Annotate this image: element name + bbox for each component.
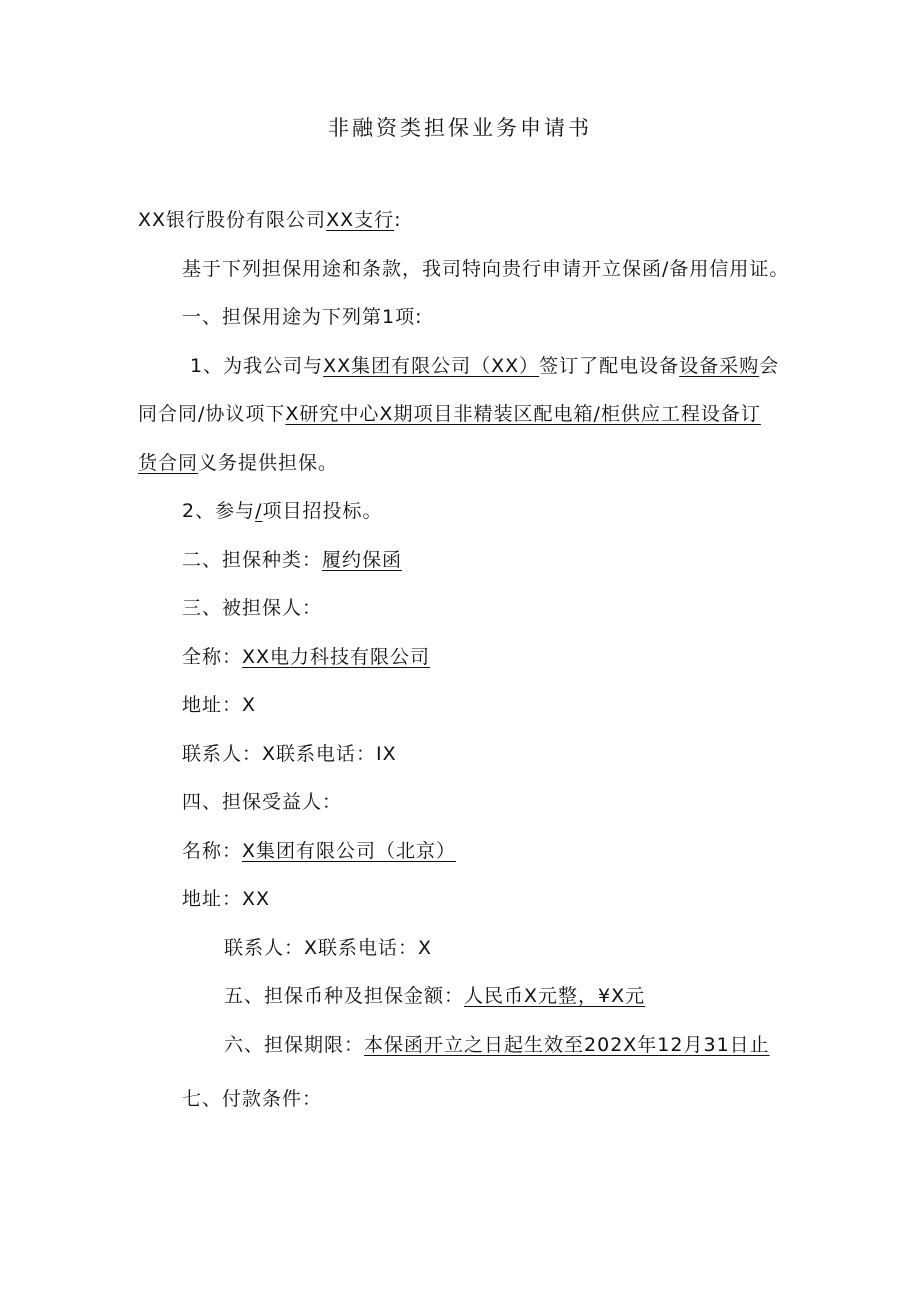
section-4-heading: 四、担保受益人： xyxy=(182,791,343,813)
guaranteed-name xyxy=(182,643,430,671)
guaranteed-address xyxy=(182,691,256,719)
item-1-project: X研究中心X期项目非精装区配电箱/柜供应工程设备订 xyxy=(285,403,761,425)
section-5-label: 五、担保币种及担保金额： xyxy=(224,985,465,1007)
section-2-value: 履约保函 xyxy=(322,549,403,571)
section-6-value: 本保函开立之日起生效至202X年12月31日止 xyxy=(364,1034,770,1056)
section-1-text-b: 项: xyxy=(395,306,423,328)
intro-paragraph: 基于下列担保用途和条款，我司特向贵行申请开立保函/备用信用证。 xyxy=(182,258,790,280)
beneficiary-address xyxy=(182,885,270,913)
item-1-line-1 xyxy=(190,352,779,380)
section-1-text-a: 一、担保用途为下列第 xyxy=(182,306,383,328)
beneficiary-contact: 联系人：X联系电话：X xyxy=(224,937,433,959)
item-2 xyxy=(182,497,383,525)
guaranteed-address-label: 地址： xyxy=(182,694,243,716)
section-5-value: 人民币X元整，¥X元 xyxy=(464,985,646,1007)
beneficiary-name-label: 名称： xyxy=(182,840,243,862)
item-1-a: 1、为我公司与 xyxy=(190,355,324,377)
section-6-label: 六、担保期限： xyxy=(224,1034,365,1056)
section-1-heading xyxy=(182,303,423,331)
salutation-bank: 银行股份有限公司 xyxy=(166,209,327,231)
beneficiary-name xyxy=(182,837,456,865)
salutation-colon: : xyxy=(394,209,402,231)
item-1-party: XX集团有限公司（XX） xyxy=(323,355,540,377)
guaranteed-contact: 联系人：X联系电话：IX xyxy=(182,743,397,765)
item-2-c: 项目招投标。 xyxy=(262,500,383,522)
beneficiary-name-value: X集团有限公司（北京） xyxy=(242,840,457,862)
item-2-b: / xyxy=(255,500,263,522)
guaranteed-name-value: XX电力科技有限公司 xyxy=(242,646,431,668)
section-2 xyxy=(182,546,402,574)
salutation-branch: XX支行 xyxy=(326,209,395,231)
section-6 xyxy=(224,1031,770,1059)
item-1-h: 货合同 xyxy=(138,452,199,474)
item-1-c: 签订了配电设备 xyxy=(539,355,680,377)
item-1-line-3 xyxy=(138,449,338,477)
guaranteed-name-label: 全称： xyxy=(182,646,243,668)
item-1-f: 同合同/协议项下 xyxy=(138,403,286,425)
section-2-label: 二、担保种类： xyxy=(182,549,323,571)
guaranteed-address-value: X xyxy=(242,694,257,716)
salutation-prefix: XX xyxy=(138,209,167,231)
section-1-number: 1 xyxy=(382,306,396,328)
item-1-e: 会 xyxy=(759,355,780,377)
item-1-line-2 xyxy=(138,400,761,428)
beneficiary-address-label: 地址： xyxy=(182,888,243,910)
item-1-i: 义务提供担保。 xyxy=(198,452,339,474)
salutation-line xyxy=(138,206,402,234)
item-1-d: 设备采购 xyxy=(679,355,760,377)
beneficiary-address-value: XX xyxy=(242,888,271,910)
section-5 xyxy=(224,982,645,1010)
document-title: 非融资类担保业务申请书 xyxy=(328,116,592,140)
item-2-a: 2、参与 xyxy=(182,500,256,522)
section-7-heading: 七、付款条件： xyxy=(182,1088,323,1110)
section-3-heading: 三、被担保人： xyxy=(182,597,323,619)
